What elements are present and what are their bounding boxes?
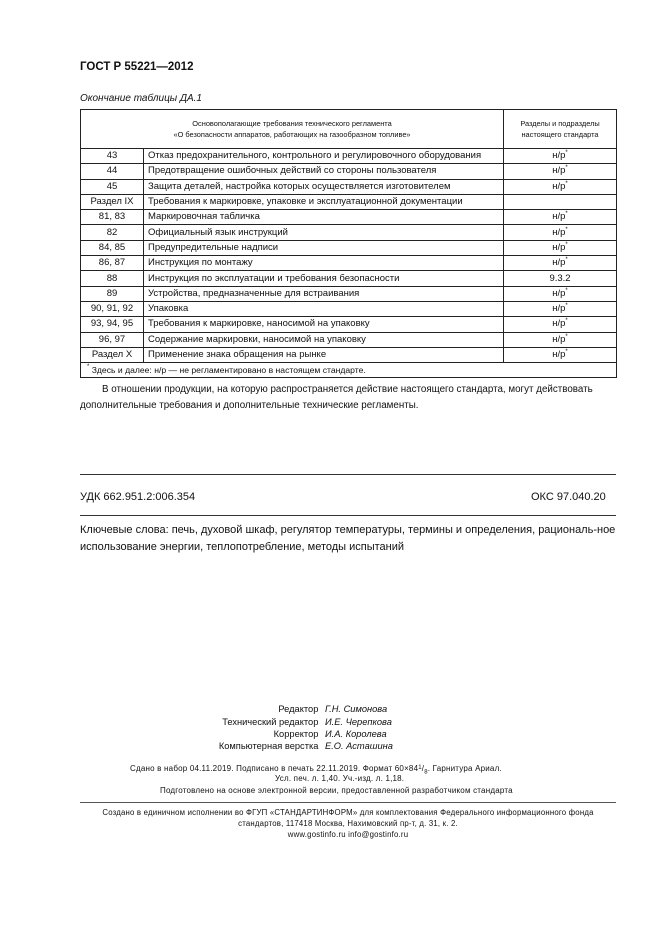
ref-value: н/р <box>552 318 566 330</box>
footnote-text: Здесь и далее: н/р — не регламентировано в настоящем стандарте. <box>89 365 366 376</box>
ref-value: н/р <box>552 150 566 162</box>
table-row <box>81 225 617 240</box>
credit-role: Корректор <box>273 729 319 739</box>
footnote-marker: * <box>565 150 568 157</box>
credit-role: Компьютерная верстка <box>218 741 319 751</box>
footnote-marker: * <box>565 287 568 294</box>
row-section-ref <box>504 347 617 362</box>
row-requirement: Официальный язык инструкций <box>144 225 504 240</box>
header-requirements-line1: Основополагающие требования технического регламента <box>192 119 392 128</box>
row-requirement: Требования к маркировке, упаковке и эксплуатационной документации <box>144 194 504 209</box>
table-row <box>81 271 617 286</box>
publishing-info-line2: Усл. печ. л. 1,40. Уч.-изд. л. 1,18. <box>275 774 405 783</box>
table-row <box>81 286 617 301</box>
row-requirement: Предупредительные надписи <box>144 240 504 255</box>
row-number: Раздел IX <box>81 194 144 209</box>
ref-value: н/р <box>552 303 566 315</box>
ref-value: н/р <box>552 333 566 345</box>
row-number: 89 <box>81 286 144 301</box>
ref-value: н/р <box>552 165 566 177</box>
row-section-ref <box>504 317 617 332</box>
row-requirement: Упаковка <box>144 301 504 316</box>
divider <box>80 474 616 475</box>
row-requirement: Маркировочная табличка <box>144 210 504 225</box>
footnote-marker: * <box>565 333 568 340</box>
note-paragraph: В отношении продукции, на которую распространяется действие настоящего стандарта, могут действовать дополнительные требования и дополнительные технические регламенты. <box>80 384 593 411</box>
footer-line1: Создано в единичном исполнении во ФГУП «СТАНДАРТИНФОРМ» для комплектования Федерального информационного фонда <box>102 808 594 817</box>
table-row <box>81 317 617 332</box>
footnote-marker: * <box>565 180 568 187</box>
row-number: 96, 97 <box>81 332 144 347</box>
header-requirements <box>81 110 504 149</box>
footnote-marker: * <box>565 226 568 233</box>
table-footnote-row <box>81 363 617 378</box>
ref-value: н/р <box>552 287 566 299</box>
row-section-ref <box>504 194 617 209</box>
table-row <box>81 347 617 362</box>
row-requirement: Защита деталей, настройка которых осуществляется изготовителем <box>144 179 504 194</box>
row-section-ref <box>504 332 617 347</box>
credit-tech-editor-name <box>325 717 392 727</box>
row-requirement: Инструкция по монтажу <box>144 256 504 271</box>
document-id-header: ГОСТ Р 55221—2012 <box>80 61 194 73</box>
table-row <box>81 240 617 255</box>
header-sections <box>504 110 617 149</box>
table-row <box>81 164 617 179</box>
udk-code: УДК 662.951.2:006.354 <box>80 491 196 503</box>
ref-value: 9.3.2 <box>549 272 571 284</box>
footnote-marker: * <box>565 257 568 264</box>
row-number: 84, 85 <box>81 240 144 255</box>
table-header-row <box>81 110 617 149</box>
row-section-ref <box>504 286 617 301</box>
credit-corrector-name <box>325 729 387 739</box>
row-number: 90, 91, 92 <box>81 301 144 316</box>
row-section-ref <box>504 149 617 164</box>
table-row <box>81 332 617 347</box>
credit-editor-name <box>325 704 387 714</box>
row-section-ref <box>504 164 617 179</box>
row-requirement: Предотвращение ошибочных действий со стороны пользователя <box>144 164 504 179</box>
row-number: 93, 94, 95 <box>81 317 144 332</box>
row-requirement: Применение знака обращения на рынке <box>144 347 504 362</box>
table-row <box>81 210 617 225</box>
oks-code: ОКС 97.040.20 <box>531 491 606 503</box>
row-number: 82 <box>81 225 144 240</box>
table-body <box>81 149 617 378</box>
footnote-marker: * <box>565 211 568 218</box>
row-section-ref <box>504 179 617 194</box>
row-requirement: Содержание маркировки, наносимой на упаковку <box>144 332 504 347</box>
row-number: 81, 83 <box>81 210 144 225</box>
publishing-info-line1: Сдано в набор 04.11.2019. Подписано в печать 22.11.2019. Формат $60\times 84^1/_8$. Гарнитура Ариал. <box>130 764 502 776</box>
credit-corrector <box>274 729 321 739</box>
credit-tech-editor <box>222 717 321 727</box>
table-row <box>81 256 617 271</box>
footer-line2: стандартов, 117418 Москва, Нахимовский пр-т, д. 31, к. 2. <box>238 819 458 828</box>
row-section-ref <box>504 271 617 286</box>
credit-name: Е.О. Асташина <box>325 741 393 751</box>
header-sections-line1: Разделы и подразделы <box>520 119 600 128</box>
ref-value: н/р <box>552 211 566 223</box>
credit-role: Редактор <box>278 704 319 714</box>
row-number: Раздел X <box>81 347 144 362</box>
footnote-marker: * <box>565 241 568 248</box>
row-section-ref <box>504 240 617 255</box>
ref-value: н/р <box>552 349 566 360</box>
table-row <box>81 149 617 164</box>
row-requirement: Инструкция по эксплуатации и требования безопасности <box>144 271 504 286</box>
row-requirement: Отказ предохранительного, контрольного и регулировочного оборудования <box>144 149 504 164</box>
footnote-marker: * <box>565 165 568 172</box>
format-fraction-num: 1 <box>418 765 422 771</box>
row-number: 44 <box>81 164 144 179</box>
footnote-marker: * <box>87 364 90 371</box>
credit-layout <box>219 741 321 751</box>
row-requirement: Устройства, предназначенные для встраивания <box>144 286 504 301</box>
header-sections-line2: настоящего стандарта <box>521 130 599 139</box>
row-number: 86, 87 <box>81 256 144 271</box>
row-number: 43 <box>81 149 144 164</box>
requirements-table <box>80 109 616 378</box>
credit-editor <box>278 704 321 714</box>
row-section-ref <box>504 301 617 316</box>
ref-value: н/р <box>552 226 566 238</box>
header-requirements-line2: «О безопасности аппаратов, работающих на газообразном топливе» <box>173 130 411 139</box>
footer-contacts: www.gostinfo.ru info@gostinfo.ru <box>287 830 409 839</box>
format-fraction-den: 8 <box>424 769 428 776</box>
row-section-ref <box>504 210 617 225</box>
divider <box>80 802 616 803</box>
table-caption: Окончание таблицы ДА.1 <box>80 93 202 104</box>
credit-role: Технический редактор <box>222 717 319 727</box>
ref-value: н/р <box>552 257 566 269</box>
publishing-dates: Сдано в набор 04.11.2019. Подписано в печать 22.11.2019. Формат 60×84 <box>130 764 419 773</box>
footnote-marker: * <box>565 318 568 325</box>
footnote-marker: * <box>565 349 568 355</box>
publishing-info-line3: Подготовлено на основе электронной версии, предоставленной разработчиком стандарта <box>160 786 513 795</box>
table-row <box>81 194 617 209</box>
ref-value: н/р <box>552 180 566 192</box>
table-row <box>81 301 617 316</box>
row-number: 45 <box>81 179 144 194</box>
divider <box>80 515 616 516</box>
row-section-ref <box>504 225 617 240</box>
ref-value: н/р <box>552 241 566 253</box>
row-section-ref <box>504 256 617 271</box>
row-requirement: Требования к маркировке, наносимой на упаковку <box>144 317 504 332</box>
table-footnote <box>81 363 617 378</box>
row-number: 88 <box>81 271 144 286</box>
credit-name: И.Е. Черепкова <box>325 717 392 727</box>
credit-layout-name <box>325 741 393 751</box>
keywords: Ключевые слова: печь, духовой шкаф, регулятор температуры, термины и определения, рациональ-ное использование энергии, теплопотребление, методы испытаний <box>80 524 616 553</box>
credit-name: И.А. Королева <box>325 729 387 739</box>
publishing-font: . Гарнитура Ариал. <box>427 764 502 773</box>
footnote-marker: * <box>565 303 568 310</box>
credit-name: Г.Н. Симонова <box>325 704 388 714</box>
table-row <box>81 179 617 194</box>
